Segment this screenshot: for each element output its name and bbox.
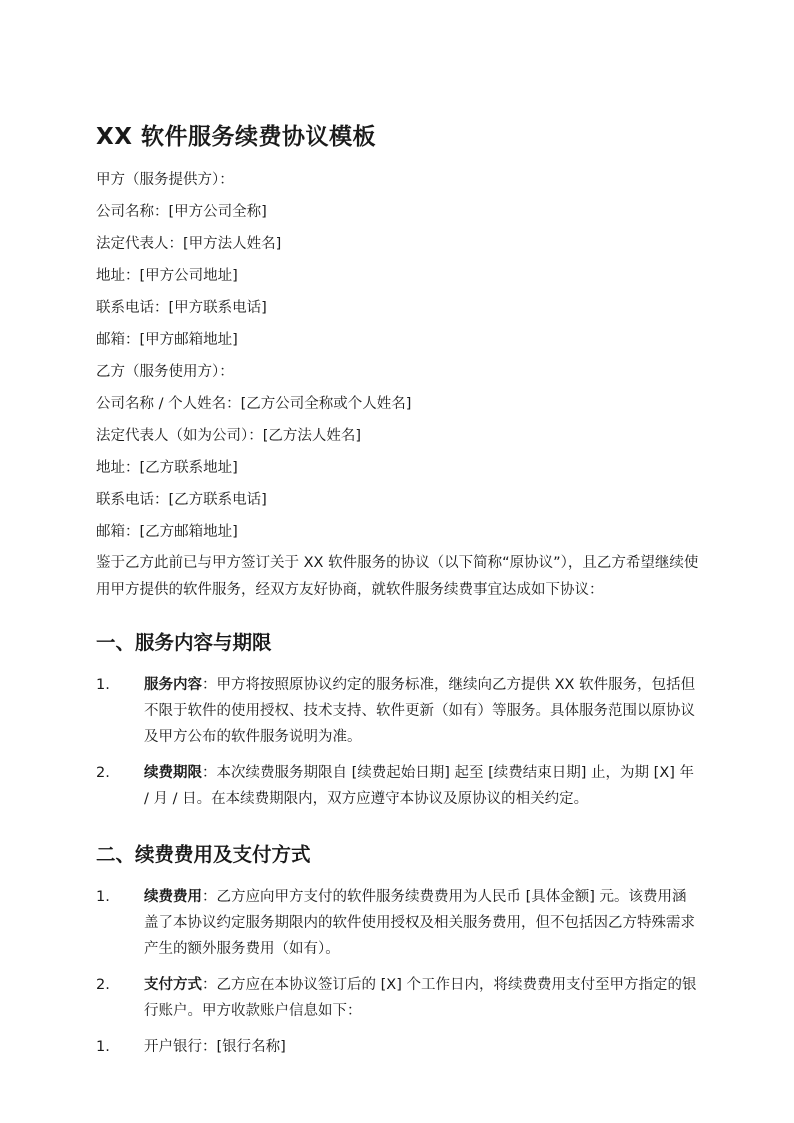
item-number: 2.: [96, 977, 110, 993]
section-1-list: [96, 672, 700, 812]
list-item: [96, 760, 700, 812]
party-a-rep: 法定代表人：[甲方法人姓名]: [96, 236, 282, 252]
party-a-company: 公司名称：[甲方公司全称]: [96, 204, 267, 220]
list-item: [96, 972, 700, 1024]
item-number: 1.: [96, 1039, 110, 1055]
section-2-list: [96, 884, 700, 1060]
party-info: [96, 164, 700, 548]
item-number: 1.: [96, 677, 110, 693]
item-text: ：本次续费服务期限自 [续费起始日期] 起至 [续费结束日期] 止，为期 [X] 年 / 月 / 日。在本续费期限内，双方应遵守本协议及原协议的相关约定。: [144, 765, 695, 807]
section-1-heading: 一、服务内容与期限: [96, 631, 272, 654]
party-a-phone: 联系电话：[甲方联系电话]: [96, 300, 267, 316]
party-b-header: 乙方（服务使用方）：: [96, 364, 234, 380]
item-label: 续费费用: [144, 889, 202, 905]
party-b-email: 邮箱：[乙方邮箱地址]: [96, 524, 238, 540]
section-2-heading: 二、续费费用及支付方式: [96, 843, 311, 866]
item-text: ：乙方应在本协议签订后的 [X] 个工作日内，将续费费用支付至甲方指定的银行账户。甲方收款账户信息如下：: [144, 977, 697, 1019]
document-title: XX 软件服务续费协议模板: [96, 124, 376, 150]
party-b-company: 公司名称 / 个人姓名：[乙方公司全称或个人姓名]: [96, 396, 412, 412]
document-page: [96, 120, 700, 1070]
list-item: [96, 672, 700, 750]
party-b-address: 地址：[乙方联系地址]: [96, 460, 238, 476]
item-number: 1.: [96, 889, 110, 905]
item-text: ：甲方将按照原协议约定的服务标准，继续向乙方提供 XX 软件服务，包括但不限于软件的使用授权、技术支持、软件更新（如有）等服务。具体服务范围以原协议及甲方公布的软件服务说明为准。: [144, 677, 696, 745]
party-a-address: 地址：[甲方公司地址]: [96, 268, 238, 284]
party-b-phone: 联系电话：[乙方联系电话]: [96, 492, 267, 508]
party-a-header: 甲方（服务提供方）：: [96, 172, 234, 188]
item-label: 服务内容: [144, 677, 202, 693]
item-number: 2.: [96, 765, 110, 781]
list-item: [96, 884, 700, 962]
item-text: ：乙方应向甲方支付的软件服务续费费用为人民币 [具体金额] 元。该费用涵盖了本协议约定服务期限内的软件使用授权及相关服务费用，但不包括因乙方特殊需求产生的额外服务费用（如有）。: [144, 889, 695, 957]
preamble: 鉴于乙方此前已与甲方签订关于 XX 软件服务的协议（以下简称“原协议”），且乙方希望继续使用甲方提供的软件服务，经双方友好协商，就软件服务续费事宜达成如下协议：: [96, 555, 699, 598]
list-item: [96, 1034, 700, 1060]
party-a-email: 邮箱：[甲方邮箱地址]: [96, 332, 238, 348]
item-text: 开户银行：[银行名称]: [144, 1039, 286, 1055]
item-label: 支付方式: [144, 977, 202, 993]
party-b-rep: 法定代表人（如为公司）：[乙方法人姓名]: [96, 428, 362, 444]
item-label: 续费期限: [144, 765, 202, 781]
